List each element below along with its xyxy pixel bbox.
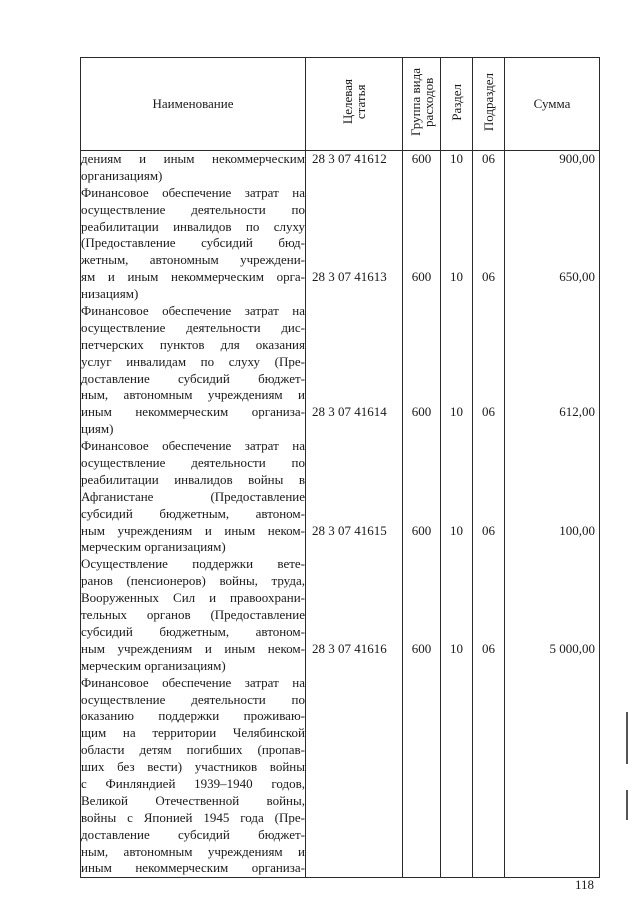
name-column bbox=[81, 151, 306, 878]
sum-value: 5 000,00 bbox=[549, 640, 595, 656]
name-line: Финансовое обеспечение затрат на bbox=[81, 303, 305, 319]
sum-value: 900,00 bbox=[559, 151, 595, 166]
subsection-value: 06 bbox=[482, 404, 495, 420]
target-article-value: 28 3 07 41616 bbox=[312, 640, 387, 656]
name-line: тельных органов (Предоставление bbox=[81, 607, 305, 623]
expense-group-value: 600 bbox=[411, 404, 432, 420]
name-line: с Финляндией 1939–1940 годов, bbox=[81, 775, 305, 791]
name-line: дениям и иным некоммерческим bbox=[81, 151, 305, 166]
header-target-article-label: Целевая статья bbox=[340, 79, 368, 125]
page-number: 118 bbox=[575, 877, 595, 892]
section-column bbox=[441, 151, 473, 878]
table-body-row bbox=[81, 151, 600, 878]
name-line: области детям погибших (пропав- bbox=[81, 742, 305, 758]
name-line: иным некоммерческим организа- bbox=[81, 404, 305, 420]
section-value: 10 bbox=[450, 640, 463, 656]
header-section bbox=[441, 58, 473, 151]
name-line: ранов (пенсионеров) войны, труда, bbox=[81, 573, 305, 589]
header-subsection bbox=[473, 58, 505, 151]
target-article-value: 28 3 07 41614 bbox=[312, 404, 387, 420]
target-article-column bbox=[306, 151, 403, 878]
header-subsection-label: Подраздел bbox=[481, 72, 496, 132]
name-line: Финансовое обеспечение затрат на bbox=[81, 674, 305, 690]
section-value: 10 bbox=[450, 269, 463, 285]
table-header-row bbox=[81, 58, 600, 151]
name-line: ным, автономным учреждениям и bbox=[81, 387, 305, 403]
sum-value: 650,00 bbox=[559, 269, 595, 285]
name-line: реабилитации инвалидов войны в bbox=[81, 471, 305, 487]
header-expense-group-label: Группа вида расходов bbox=[407, 68, 436, 136]
scan-margin-mark bbox=[626, 790, 628, 820]
name-line: петчерских пунктов для оказания bbox=[81, 336, 305, 352]
name-line: осуществление деятельности по bbox=[81, 201, 305, 217]
subsection-column bbox=[473, 151, 505, 878]
name-line: осуществление деятельности по bbox=[81, 455, 305, 471]
name-line: войны с Японией 1945 года (Пре- bbox=[81, 809, 305, 825]
name-line: Финансовое обеспечение затрат на bbox=[81, 438, 305, 454]
sum-column bbox=[505, 151, 600, 878]
header-target-article bbox=[306, 58, 403, 151]
name-line: иным некоммерческим организа- bbox=[81, 860, 305, 876]
name-line: субсидий бюджетным, автоном- bbox=[81, 623, 305, 639]
name-line: услуг инвалидам по слуху (Пре- bbox=[81, 353, 305, 369]
name-line: ным учреждениям и иным неком- bbox=[81, 640, 305, 656]
name-line: мерческим организациям) bbox=[81, 657, 226, 673]
name-line: низациям) bbox=[81, 286, 139, 302]
target-article-value: 28 3 07 41615 bbox=[312, 522, 387, 538]
header-name bbox=[81, 58, 306, 151]
name-line: щим на территории Челябинской bbox=[81, 725, 305, 741]
sum-value: 612,00 bbox=[559, 404, 595, 420]
subsection-value: 06 bbox=[482, 269, 495, 285]
name-line: доставление субсидий бюджет- bbox=[81, 826, 305, 842]
sum-value: 100,00 bbox=[559, 522, 595, 538]
name-line: оказанию поддержки проживаю- bbox=[81, 708, 305, 724]
header-sum-label: Сумма bbox=[533, 96, 571, 111]
header-sum bbox=[505, 58, 600, 151]
expense-group-column bbox=[403, 151, 441, 878]
name-line: ным, автономным учреждениям и bbox=[81, 843, 305, 859]
name-line: ям и иным некоммерческим орга- bbox=[81, 269, 305, 285]
subsection-value: 06 bbox=[482, 640, 495, 656]
name-line: жетным, автономным учреждени- bbox=[81, 252, 305, 268]
header-section-label: Раздел bbox=[449, 83, 464, 121]
expense-group-value: 600 bbox=[411, 522, 432, 538]
expense-group-value: 600 bbox=[411, 640, 432, 656]
budget-table bbox=[80, 57, 600, 878]
scan-margin-mark bbox=[626, 712, 628, 764]
name-line: ным учреждениям и иным неком- bbox=[81, 522, 305, 538]
name-line: Великой Отечественной войны, bbox=[81, 792, 305, 808]
name-line: Финансовое обеспечение затрат на bbox=[81, 184, 305, 200]
name-line: осуществление деятельности по bbox=[81, 691, 305, 707]
name-line: циям) bbox=[81, 421, 114, 437]
header-name-label: Наименование bbox=[152, 96, 234, 111]
name-line: субсидий бюджетным, автоном- bbox=[81, 505, 305, 521]
header-expense-group bbox=[403, 58, 441, 151]
target-article-value: 28 3 07 41613 bbox=[312, 269, 387, 285]
name-line: Вооруженных Сил и правоохрани- bbox=[81, 590, 305, 606]
name-line: Афганистане (Предоставление bbox=[81, 488, 305, 504]
name-line: (Предоставление субсидий бюд- bbox=[81, 235, 305, 251]
name-line: осуществление деятельности дис- bbox=[81, 319, 305, 335]
expense-group-value: 600 bbox=[411, 269, 432, 285]
expense-group-value: 600 bbox=[411, 151, 432, 166]
name-line: мерческим организациям) bbox=[81, 539, 226, 555]
name-line: ших без вести) участников войны bbox=[81, 759, 305, 775]
name-line: доставление субсидий бюджет- bbox=[81, 370, 305, 386]
section-value: 10 bbox=[450, 522, 463, 538]
name-line: организациям) bbox=[81, 167, 163, 183]
section-value: 10 bbox=[450, 151, 463, 166]
name-line: Осуществление поддержки вете- bbox=[81, 556, 305, 572]
section-value: 10 bbox=[450, 404, 463, 420]
target-article-value: 28 3 07 41612 bbox=[312, 151, 387, 166]
subsection-value: 06 bbox=[482, 522, 495, 538]
subsection-value: 06 bbox=[482, 151, 495, 166]
name-line: реабилитации инвалидов по слуху bbox=[81, 218, 305, 234]
